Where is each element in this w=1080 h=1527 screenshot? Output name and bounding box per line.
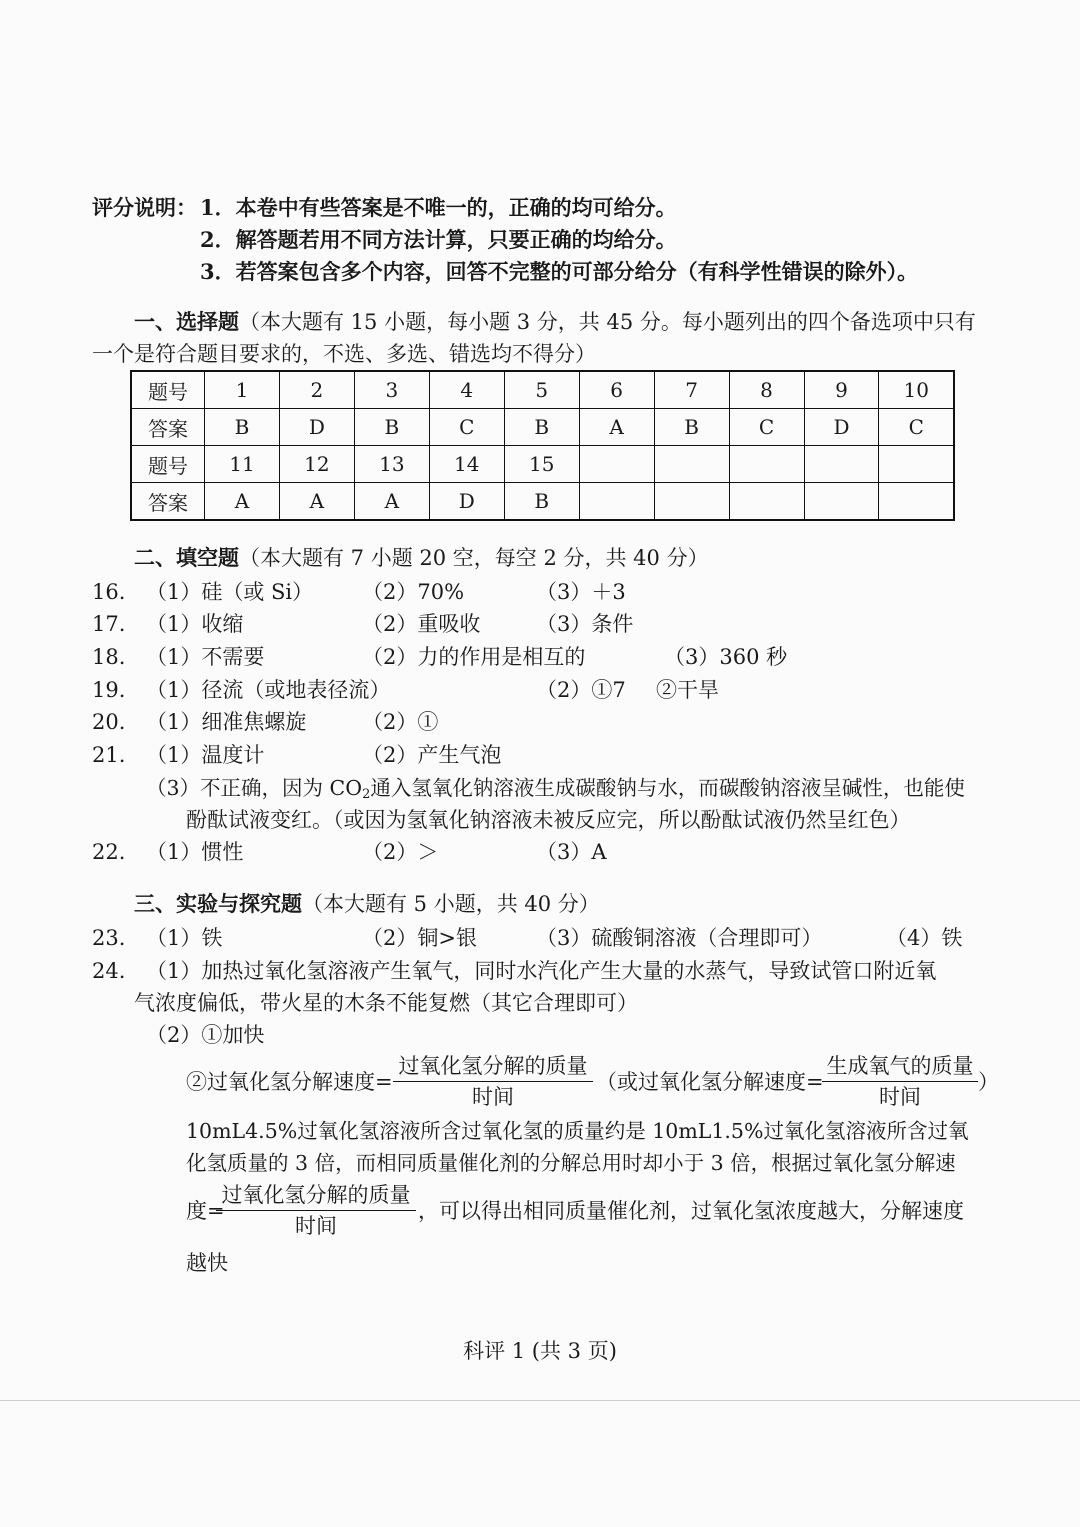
q21-num: 21. [92, 743, 126, 767]
fraction-numerator: 过氧化氢分解的质量 [393, 1053, 593, 1082]
q19-part3: ②干旱 [656, 678, 719, 702]
q24-fraction-3 [216, 1182, 416, 1239]
q24-eq-mid: （或过氧化氢分解速度= [596, 1070, 824, 1094]
q24-part1-line2: 气浓度偏低，带火星的木条不能复燃（其它合理即可） [134, 991, 638, 1015]
table-cell: B [205, 409, 280, 446]
table-cell: 9 [804, 371, 879, 409]
table-cell: 5 [504, 371, 579, 409]
table-cell: 10 [879, 371, 954, 409]
table-cell: C [879, 409, 954, 446]
q20-part1: （1）细准焦螺旋 [146, 710, 307, 734]
section2-title: 二、填空题 [134, 545, 239, 570]
q21-co2-subscript: 2 [362, 787, 371, 802]
table-cell [729, 483, 804, 521]
q16-part3: （3）＋3 [536, 580, 626, 604]
note-item-3: 3．若答案包含多个内容，回答不完整的可部分给分（有科学性错误的除外）。 [200, 259, 919, 284]
section1-title: 一、选择题 [134, 309, 239, 334]
q17-part2: （2）重吸收 [362, 612, 481, 636]
q17-num: 17. [92, 612, 126, 636]
table-row [131, 483, 954, 521]
q24-text-line2: 化氢质量的 3 倍，而相同质量催化剂的分解总用时却小于 3 倍，根据过氧化氢分解速 [186, 1151, 956, 1175]
q19-num: 19. [92, 678, 126, 702]
q18-part3: （3）360 秒 [664, 645, 788, 669]
section3-title: 三、实验与探究题 [134, 891, 302, 916]
table-cell: 3 [354, 371, 429, 409]
q22-num: 22. [92, 840, 126, 864]
table-cell: A [205, 483, 280, 521]
table-cell: 14 [429, 446, 504, 483]
q23-part2: （2）铜>银 [362, 926, 477, 950]
table-cell [879, 483, 954, 521]
table-cell: C [429, 409, 504, 446]
q24-text-line4: 越快 [186, 1251, 228, 1275]
table-cell: B [654, 409, 729, 446]
table-cell: A [354, 483, 429, 521]
q21-part2: （2）产生气泡 [362, 743, 502, 767]
table-cell: 11 [205, 446, 280, 483]
table-cell [579, 446, 654, 483]
q17-part1: （1）收缩 [146, 612, 244, 636]
fraction-numerator: 生成氧气的质量 [822, 1053, 978, 1082]
table-cell: 6 [579, 371, 654, 409]
q24-eq-end: ） [978, 1070, 999, 1094]
section1-desc-line2: 一个是符合题目要求的，不选、多选、错选均不得分） [92, 342, 596, 366]
q20-part2: （2）① [362, 710, 439, 734]
q19-part2: （2）①7 [536, 678, 626, 702]
q24-text-line3-a: 度= [186, 1199, 225, 1223]
q18-num: 18. [92, 645, 126, 669]
q23-part4: （4）铁 [886, 926, 963, 950]
q24-text-line1: 10mL4.5%过氧化氢溶液所含过氧化氢的质量约是 10mL1.5%过氧化氢溶液所含过氧 [186, 1119, 969, 1143]
fraction-denominator: 时间 [295, 1214, 337, 1238]
section1-heading [134, 308, 976, 336]
q16-num: 16. [92, 580, 126, 604]
q24-fraction-1 [393, 1053, 593, 1110]
table-cell: 1 [205, 371, 280, 409]
section1-desc-line1: （本大题有 15 小题，每小题 3 分，共 45 分。每小题列出的四个备选项中只有 [239, 310, 976, 334]
notes-label: 评分说明： [92, 195, 197, 220]
q22-part3: （3）A [536, 840, 607, 864]
table-row-label: 答案 [131, 409, 205, 446]
note-item-1: 1．本卷中有些答案是不唯一的，正确的均可给分。 [200, 195, 677, 220]
q24-num: 24. [92, 959, 126, 983]
table-cell [579, 483, 654, 521]
table-cell: B [504, 409, 579, 446]
q24-text-line3-b: ，可以得出相同质量催化剂，过氧化氢浓度越大，分解速度 [418, 1199, 964, 1223]
table-cell [729, 446, 804, 483]
table-cell: 2 [279, 371, 354, 409]
table-row [131, 409, 954, 446]
table-cell: A [279, 483, 354, 521]
q21-part3-line1 [146, 774, 965, 809]
fraction-denominator: 时间 [472, 1085, 514, 1109]
table-cell: B [504, 483, 579, 521]
q18-part1: （1）不需要 [146, 645, 265, 669]
q16-part1: （1）硅（或 Si） [146, 580, 314, 604]
table-cell: C [729, 409, 804, 446]
q24-part2-a: （2）①加快 [146, 1023, 265, 1047]
table-cell: 7 [654, 371, 729, 409]
q19-part1: （1）径流（或地表径流） [146, 678, 391, 702]
table-cell: D [279, 409, 354, 446]
table-cell [804, 446, 879, 483]
table-cell: 8 [729, 371, 804, 409]
section3-heading [134, 890, 600, 918]
section2-desc: （本大题有 7 小题 20 空，每空 2 分，共 40 分） [239, 546, 709, 570]
table-cell: A [579, 409, 654, 446]
q24-eq-lhs: ②过氧化氢分解速度= [186, 1070, 393, 1094]
q23-part1: （1）铁 [146, 926, 223, 950]
fraction-numerator: 过氧化氢分解的质量 [216, 1182, 416, 1211]
note-item-2: 2．解答题若用不同方法计算，只要正确的均给分。 [200, 227, 677, 252]
table-row-label: 答案 [131, 483, 205, 521]
q20-num: 20. [92, 710, 126, 734]
table-cell: 12 [279, 446, 354, 483]
table-cell [654, 446, 729, 483]
q23-num: 23. [92, 926, 126, 950]
table-cell: D [429, 483, 504, 521]
q21-part1: （1）温度计 [146, 743, 265, 767]
table-row-label: 题号 [131, 446, 205, 483]
page-footer: 科评 1 (共 3 页) [463, 1339, 617, 1363]
table-cell [879, 446, 954, 483]
answer-table [130, 370, 955, 521]
q18-part2: （2）力的作用是相互的 [362, 645, 586, 669]
table-cell: 15 [504, 446, 579, 483]
q21-part3-line2: 酚酞试液变红。（或因为氢氧化钠溶液未被反应完，所以酚酞试液仍然呈红色） [186, 808, 911, 832]
table-row-label: 题号 [131, 371, 205, 409]
q24-part1-line1: （1）加热过氧化氢溶液产生氧气，同时水汽化产生大量的水蒸气，导致试管口附近氧 [146, 959, 937, 983]
page-edge-divider [0, 1400, 1080, 1401]
q23-part3: （3）硫酸铜溶液（合理即可） [536, 926, 823, 950]
fraction-denominator: 时间 [879, 1085, 921, 1109]
q22-part1: （1）惯性 [146, 840, 244, 864]
table-cell: 13 [354, 446, 429, 483]
table-cell [804, 483, 879, 521]
table-cell: D [804, 409, 879, 446]
q22-part2: （2）＞ [362, 840, 439, 864]
table-row [131, 446, 954, 483]
section2-heading [134, 544, 709, 572]
q24-fraction-2 [822, 1053, 978, 1110]
q21-part3-text-b: 通入氢氧化钠溶液生成碳酸钠与水，而碳酸钠溶液呈碱性，也能使 [370, 776, 965, 800]
q21-part3-text-a: （3）不正确，因为 CO [146, 776, 363, 800]
table-cell [654, 483, 729, 521]
table-cell: 4 [429, 371, 504, 409]
section3-desc: （本大题有 5 小题，共 40 分） [302, 892, 600, 916]
table-row [131, 371, 954, 409]
q17-part3: （3）条件 [536, 612, 634, 636]
q16-part2: （2）70% [362, 580, 465, 604]
table-cell: B [354, 409, 429, 446]
